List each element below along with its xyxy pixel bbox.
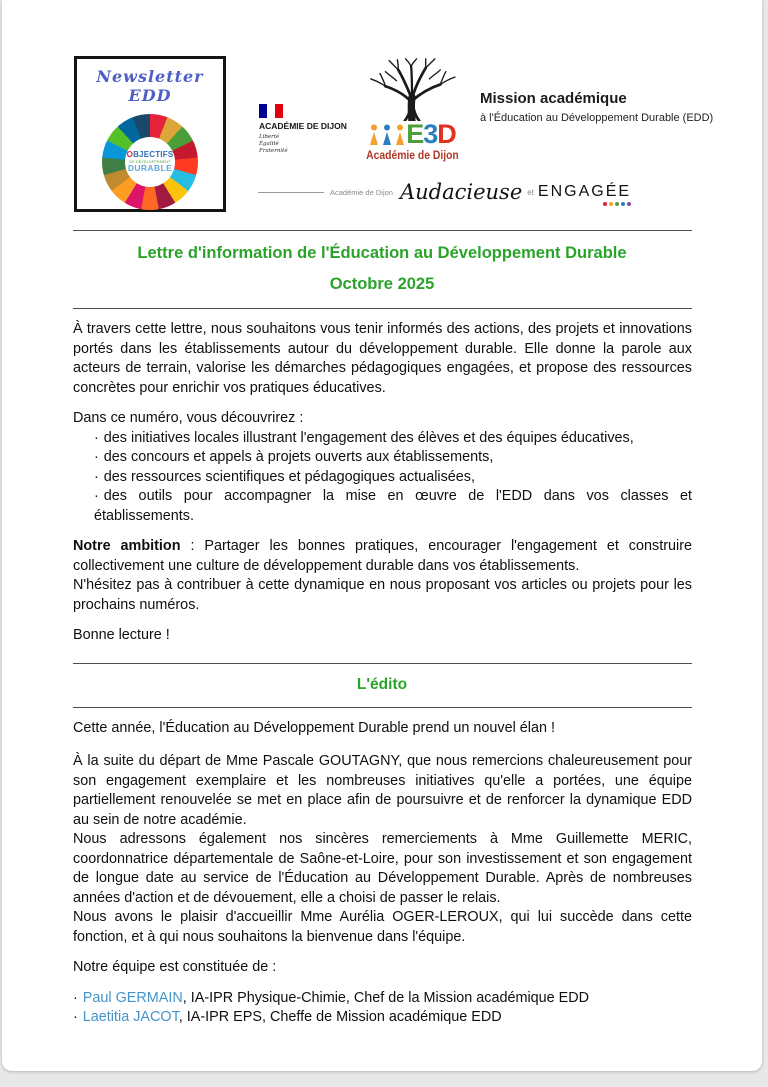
developpement-label: DE DÉVELOPPEMENT bbox=[129, 159, 171, 164]
objectifs-label bbox=[127, 150, 174, 159]
bullet-icon: · bbox=[73, 989, 78, 1006]
team-list bbox=[73, 989, 692, 1028]
figure-2 bbox=[383, 125, 391, 146]
tagline-et: et bbox=[527, 187, 534, 197]
list-item-text: des outils pour accompagner la mise en œuvre de l'EDD dans vos classes et établissements. bbox=[94, 488, 692, 524]
children-figures-icon bbox=[368, 123, 406, 146]
divider-after-edito bbox=[73, 707, 692, 708]
edito-intro-line: Cette année, l'Éducation au Développement Durable prend un nouvel élan ! bbox=[73, 719, 555, 736]
list-item-text: des ressources scientifiques et pédagogiques actualisées, bbox=[103, 468, 475, 485]
academie-dijon-gov-logo bbox=[259, 104, 359, 155]
ambition-rest: : Partager les bonnes pratiques, encourager l'engagement et construire collectivement une culture de développement durable dans vos établissements. bbox=[73, 538, 692, 574]
bullet-icon: · bbox=[94, 488, 99, 504]
mission-subtitle: à l'Éducation au Développement Durable (EDD) bbox=[480, 112, 714, 124]
bullet-icon: · bbox=[73, 1009, 78, 1025]
closing-line: Bonne lecture ! bbox=[73, 627, 170, 643]
team-member-link[interactable]: Laetitia JACOT bbox=[82, 1009, 179, 1025]
discover-list bbox=[94, 429, 692, 527]
tree-icon bbox=[360, 57, 464, 121]
academie-tagline bbox=[258, 180, 632, 204]
objectifs-rest: BJECTIFS bbox=[133, 150, 174, 160]
tagline-audacieuse: Audacieuse bbox=[399, 180, 523, 204]
newsletter-edd-logo bbox=[74, 56, 226, 212]
objectifs-initial: O bbox=[126, 150, 134, 160]
figure-1 bbox=[370, 125, 378, 146]
edito-paragraph: Nous adressons également nos sincères remerciements à Mme Guillemette MERIC, coordonnatrice départementale de Saône-et-Loire, pour son investissement et son engagement de longue date au service de l'Éducation au Développement Durable. Après de nombreuses années d'action et de dévouement, elle a choisi de passer le relais. bbox=[73, 831, 692, 906]
edito-heading: L'édito bbox=[356, 675, 408, 693]
mission-academique-block bbox=[480, 90, 718, 124]
tagline-rule bbox=[258, 192, 324, 193]
divider-before-edito bbox=[73, 663, 692, 664]
sdg-wheel-center bbox=[125, 137, 175, 187]
gov-motto bbox=[259, 134, 359, 155]
list-item-text: des initiatives locales illustrant l'engagement des élèves et des équipes éducatives, bbox=[103, 429, 634, 446]
list-item bbox=[94, 468, 692, 488]
newsletter-page bbox=[2, 0, 762, 1071]
ambition-lead: Notre ambition bbox=[73, 538, 181, 554]
tagline-engagee-wrap bbox=[538, 183, 631, 201]
team-member-row bbox=[73, 1008, 692, 1028]
intro-paragraph: À travers cette lettre, nous souhaitons vous tenir informés des actions, des projets et innovations portés dans les établissements autour du développement durable. Elle donne la parole aux acteurs de terrain, valorise les démarches pédagogiques engagées, et propose des ressources concrètes pour enrichir vos pratiques éducatives. bbox=[73, 321, 692, 396]
list-item-text: des concours et appels à projets ouverts aux établissements, bbox=[103, 449, 494, 465]
gov-logo-name: ACADÉMIE DE DIJON bbox=[259, 121, 347, 131]
motto-egalite: Égalité bbox=[259, 141, 279, 147]
e3d-caption: Académie de Dijon bbox=[365, 150, 459, 162]
ambition-paragraph bbox=[73, 537, 692, 576]
contribute-paragraph: N'hésitez pas à contribuer à cette dynamique en nous proposant vos articles ou projets pour les prochains numéros. bbox=[73, 577, 692, 613]
motto-fraternite: Fraternité bbox=[259, 148, 288, 154]
divider-after-title bbox=[73, 308, 692, 309]
list-item bbox=[94, 429, 692, 449]
french-flag-icon bbox=[259, 104, 283, 118]
bullet-icon: · bbox=[94, 468, 99, 485]
list-item bbox=[94, 487, 692, 526]
engagee-dots bbox=[603, 202, 631, 206]
newsletter-main-title: Lettre d'information de l'Éducation au Développement Durable bbox=[137, 244, 627, 262]
team-member-role: , IA-IPR EPS, Cheffe de Mission académique EDD bbox=[178, 1009, 502, 1025]
tagline-prefix: Académie de Dijon bbox=[330, 187, 393, 197]
mission-title: Mission académique bbox=[480, 90, 627, 107]
bullet-icon: · bbox=[94, 429, 99, 446]
tagline-engagee: ENGAGÉE bbox=[537, 183, 632, 200]
motto-liberte: Liberté bbox=[259, 134, 280, 140]
edito-body bbox=[2, 719, 762, 1028]
newsletter-body bbox=[2, 320, 762, 646]
team-label: Notre équipe est constituée de : bbox=[73, 959, 277, 975]
durable-label: DURABLE bbox=[127, 162, 173, 173]
edito-paragraph: À la suite du départ de Mme Pascale GOUTAGNY, que nous remercions chaleureusement pour son engagement exemplaire et les nombreuses initiatives qu'elle a portées, une équipe partiellement renouvelée se met en place afin de poursuivre et de renforcer la dynamique EDD au sein de notre académie. bbox=[73, 753, 692, 828]
divider-top bbox=[73, 230, 692, 231]
header-logos bbox=[2, 0, 762, 230]
bullet-icon: · bbox=[94, 449, 99, 465]
figure-3 bbox=[396, 125, 404, 146]
edito-paragraph: Nous avons le plaisir d'accueillir Mme Aurélia OGER-LEROUX, qui lui succède dans cette fonction, et à qui nous souhaitons la bienvenue dans l'équipe. bbox=[73, 909, 692, 945]
team-member-role: , IA-IPR Physique-Chimie, Chef de la Mission académique EDD bbox=[182, 989, 590, 1006]
team-member-row bbox=[73, 989, 692, 1009]
sdg-wheel-icon bbox=[102, 114, 198, 210]
list-item bbox=[94, 448, 692, 468]
e3d-letters: E3D bbox=[406, 119, 456, 149]
newsletter-date: Octobre 2025 bbox=[329, 275, 435, 293]
team-member-link[interactable]: Paul GERMAIN bbox=[82, 989, 183, 1006]
discover-label: Dans ce numéro, vous découvrirez : bbox=[73, 410, 304, 426]
newsletter-edd-title: Newsletter EDD bbox=[96, 67, 204, 105]
e3d-logo bbox=[351, 57, 473, 164]
